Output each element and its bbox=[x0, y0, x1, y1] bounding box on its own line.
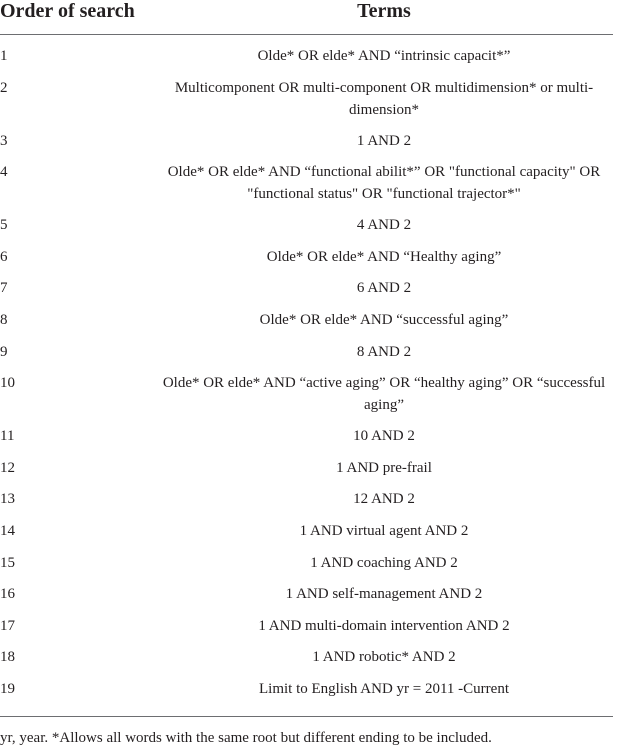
row-search-term: 4 AND 2 bbox=[356, 217, 412, 234]
table-row bbox=[0, 214, 613, 246]
table-header bbox=[0, 0, 613, 35]
row-search-term: Olde* OR elde* AND “functional abilit*” OR "functional capacity" OR "functional status" OR "functional trajector*" bbox=[167, 164, 601, 203]
table-row bbox=[0, 678, 613, 710]
row-order-number: 12 bbox=[0, 459, 15, 476]
table-row bbox=[0, 341, 613, 373]
row-order-number: 8 bbox=[0, 311, 8, 328]
row-order-number: 19 bbox=[0, 680, 15, 697]
row-search-term: Olde* OR elde* AND “successful aging” bbox=[259, 311, 509, 328]
row-search-term: 1 AND robotic* AND 2 bbox=[312, 649, 456, 666]
table-row bbox=[0, 425, 613, 457]
header-order-of-search: Order of search bbox=[0, 0, 135, 22]
row-search-term: 1 AND multi-domain intervention AND 2 bbox=[258, 617, 510, 634]
row-search-term: 6 AND 2 bbox=[356, 280, 412, 297]
row-order-number: 14 bbox=[0, 522, 15, 539]
row-search-term: 1 AND coaching AND 2 bbox=[310, 554, 458, 571]
table-row bbox=[0, 552, 613, 584]
row-order-number: 6 bbox=[0, 248, 8, 265]
row-order-number: 7 bbox=[0, 280, 8, 297]
table-body bbox=[0, 35, 613, 710]
row-search-term: Olde* OR elde* AND “active aging” OR “healthy aging” OR “successful aging” bbox=[162, 375, 606, 414]
table-bottom-rule bbox=[0, 716, 613, 717]
row-search-term: Olde* OR elde* AND “intrinsic capacit*” bbox=[257, 48, 511, 64]
row-search-term: 1 AND virtual agent AND 2 bbox=[299, 522, 469, 539]
row-search-term: Limit to English AND yr = 2011 -Current bbox=[259, 680, 509, 697]
table-row bbox=[0, 77, 613, 130]
row-order-number: 16 bbox=[0, 586, 15, 603]
table-row bbox=[0, 309, 613, 341]
table-footnote: yr, year. *Allows all words with the same root but different ending to be included. bbox=[0, 730, 492, 746]
table-row bbox=[0, 277, 613, 309]
row-order-number: 1 bbox=[0, 48, 8, 64]
table-row bbox=[0, 246, 613, 278]
table-row bbox=[0, 372, 613, 425]
table-row bbox=[0, 615, 613, 647]
row-search-term: 10 AND 2 bbox=[353, 428, 415, 445]
table-row bbox=[0, 488, 613, 520]
table-row bbox=[0, 161, 613, 214]
table-row bbox=[0, 646, 613, 678]
table-row bbox=[0, 45, 613, 77]
row-order-number: 10 bbox=[0, 375, 15, 392]
row-order-number: 15 bbox=[0, 554, 15, 571]
row-search-term: Multicomponent OR multi-component OR multidimension* or multi-dimension* bbox=[174, 79, 594, 118]
row-order-number: 17 bbox=[0, 617, 15, 634]
row-order-number: 2 bbox=[0, 79, 8, 96]
table-row bbox=[0, 520, 613, 552]
row-search-term: 1 AND pre-frail bbox=[336, 459, 432, 476]
row-order-number: 18 bbox=[0, 649, 15, 666]
row-order-number: 9 bbox=[0, 343, 8, 360]
row-search-term: 1 AND self-management AND 2 bbox=[285, 586, 483, 603]
row-search-term: 1 AND 2 bbox=[356, 132, 412, 149]
table-row bbox=[0, 130, 613, 162]
row-search-term: 12 AND 2 bbox=[353, 491, 415, 508]
table-row bbox=[0, 583, 613, 615]
row-search-term: 8 AND 2 bbox=[356, 343, 412, 360]
row-order-number: 13 bbox=[0, 491, 15, 508]
table-row bbox=[0, 457, 613, 489]
row-order-number: 3 bbox=[0, 132, 8, 149]
row-order-number: 11 bbox=[0, 428, 15, 445]
row-order-number: 5 bbox=[0, 217, 8, 234]
row-search-term: Olde* OR elde* AND “Healthy aging” bbox=[266, 248, 502, 265]
row-order-number: 4 bbox=[0, 164, 8, 181]
header-terms: Terms bbox=[357, 0, 411, 22]
